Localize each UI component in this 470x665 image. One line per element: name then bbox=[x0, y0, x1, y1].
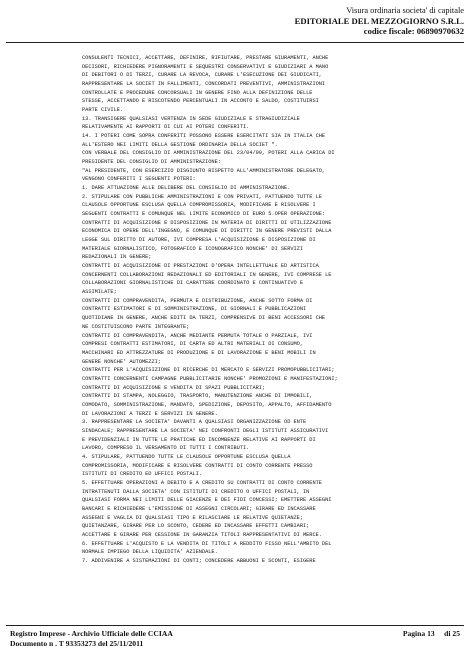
footer-left bbox=[10, 629, 173, 649]
text-line: ECONOMICA DI OPERE DELL'INGEGNO, E COMUNQUE DI DIRITTI IN GENERE PREVISTI DALLA bbox=[82, 228, 332, 235]
text-line: SINDACALE; RAPPRESENTARE LA SOCIETA' NEI CONFRONTI DEGLI ISTITUTI ASSICURATIVI bbox=[82, 427, 329, 434]
text-line: 6. EFFETTUARE L'ACQUISTO E LA VENDITA DI TITOLI A REDDITO FISSO NELL'AMBITO DEL bbox=[82, 540, 332, 547]
page-footer bbox=[6, 629, 464, 659]
text-line: CON VERBALE DEL CONSIGLIO DI AMMINISTRAZIONE DEL 23/04/09, POTERI ALLA CARICA DI bbox=[82, 150, 335, 157]
text-line: CONTRATTI DI COMPRAVENDITA, ANCHE MEDIANTE PERMUTA TOTALE O PARZIALE, IVI bbox=[82, 332, 313, 339]
text-line: CONTROLLATE E PROCEDURE CONCORSUALI IN GENERE FINO ALLA DEFINIZIONE DELLE bbox=[82, 89, 313, 96]
document-body bbox=[82, 54, 462, 620]
text-line: NE COSTITUISCONO PARTE INTEGRANTE; bbox=[82, 323, 190, 330]
text-line: 7. ADDIVENIRE A SISTEMAZIONI DI CONTI; CONCEDERE ABBUONI E SCONTI, ESIGERE bbox=[82, 557, 316, 564]
text-line: COMPRESI CONTRATTI ESTIMATORI, DI CARTA ED ALTRI MATERIALI DI CONSUMO, bbox=[82, 341, 303, 348]
text-line: 13. TRANSIGERE QUALSIASI VERTENZA IN SEDE GIUDIZIALE E STRAGIUDIZIALE bbox=[82, 115, 300, 122]
text-line: INTRATTENUTI DALLA SOCIETA' CON ISTITUTI DI CREDITO O UFFICI POSTALI, IN bbox=[82, 488, 310, 495]
text-line: 4. STIPULARE, PATTUENDO TUTTE LE CLAUSOLE OPPORTUNE ESCLUSA QUELLA bbox=[82, 453, 291, 460]
text-line: CONTRATTI DI ACQUISIZIONE E DISPOSIZIONE IN MATERIA DI DIRITTI DI UTILIZZAZIONE bbox=[82, 219, 332, 226]
page-total: di 25 bbox=[444, 629, 460, 638]
text-line: CONTRATTI PER L'ACQUISIZIONE DI RICERCHE DI MERCATO E SERVIZI PROMOPUBBLICITARI; bbox=[82, 367, 335, 374]
text-line: NORMALE IMPIEGO DELLA LIQUIDITA' AZIENDALE. bbox=[82, 549, 218, 556]
text-line: COMODATO, SOMMINISTRAZIONE, MANDATO, SPEDIZIONE, DEPOSITO, APPALTO, AFFIDAMENTO bbox=[82, 401, 332, 408]
text-line: DECISORI, RICHIEDERE PIGNORAMENTI E SEQUESTRI CONSERVATIVI E GIUDIZIARI A MANO bbox=[82, 63, 329, 70]
text-line: ISTITUTI DI CREDITO ED UFFICI POSTALI. bbox=[82, 471, 202, 478]
text-line: DI LAVORAZIONI A TERZI E SERVIZI IN GENERE. bbox=[82, 410, 218, 417]
text-line: COMPROMISSORIA, MODIFICARE E RISOLVERE CONTRATTI DI CONTO CORRENTE PRESSO bbox=[82, 462, 313, 469]
text-line: 2. STIPULARE CON PUBBLICHE AMMINISTRAZIONI E CON PRIVATI, PATTUENDO TUTTE LE bbox=[82, 193, 322, 200]
text-line: CONTRATTI CONCERNENTI CAMPAGNE PUBBLICITARIE NONCHE' PROMOZIONI E MANIFESTAZIONI; bbox=[82, 375, 338, 382]
company-name: EDITORIALE DEL MEZZOGIORNO S.R.L. bbox=[294, 16, 464, 26]
text-line: E PREVIDENZIALI IN TUTTE LE PRATICHE ED INCOMBENZE RELATIVE AI RAPPORTI DI bbox=[82, 436, 316, 443]
page-header bbox=[164, 6, 464, 36]
registry-label: Registro Imprese - Archivio Ufficiale delle CCIAA bbox=[10, 629, 173, 638]
fiscal-code: codice fiscale: 06890970632 bbox=[363, 26, 464, 36]
text-line: MACCHINARI ED ATTREZZATURE DI PRODUZIONE E DI LAVORAZIONE E BENI MOBILI IN bbox=[82, 349, 316, 356]
text-line: 3. RAPPRESENTARE LA SOCIETA' DAVANTI A QUALSIASI ORGANIZZAZIONE OD ENTE bbox=[82, 419, 307, 426]
text-line: CONTRATTI DI STAMPA, NOLEGGIO, TRASPORTO, MANUTENZIONE ANCHE DI IMMOBILI, bbox=[82, 393, 313, 400]
text-line: LEGGE SUL DIRITTO DI AUTORE, IVI COMPRESA L'ACQUISIZIONE E DISPOSIZIONE DI bbox=[82, 237, 316, 244]
text-line: REDAZIONALI IN GENERE; bbox=[82, 254, 152, 261]
text-line: PRESIDENTE DEL CONSIGLIO DI AMMINISTRAZIONE: bbox=[82, 159, 221, 166]
text-line: QUALSIASI FORMA NEI LIMITI DELLE GIACENZE E DEI FIDI CONCESSI; EMETTERE ASSEGNI bbox=[82, 497, 332, 504]
text-line: "AL PRESIDENTE, CON ESERCIZIO DISGIUNTO RISPETTO ALL'AMMINISTRATORE DELEGATO, bbox=[82, 167, 326, 174]
text-line: STESSE, ACCETTANDO E RISCOTENDO PERCENTUALI IN ACCONTO E SALDO, COSTITUIRSI bbox=[82, 98, 319, 105]
text-line: COLLABORAZIONI GIORNALISTICHE DI CARATTERE COORDINATO E CONTINUATIVO E bbox=[82, 280, 303, 287]
header-divider bbox=[6, 42, 464, 43]
page-number: Pagina 13 bbox=[402, 629, 435, 638]
document-number: Documento n . T 93353273 del 25/11/2011 bbox=[10, 639, 144, 648]
text-line: CONTRATTI ESTIMATORI E DI SOMMINISTRAZIONE, DI GIORNALI E PUBBLICAZIONI bbox=[82, 306, 307, 313]
text-line: LAVORO, COMPRESO IL VERSAMENTO DI TUTTI I CONTRIBUTI. bbox=[82, 445, 250, 452]
text-line: QUOTIDIANE IN GENERE, ANCHE EDITI DA TERZI, COMPRENSIVE DI BENI ACCESSORI CHE bbox=[82, 315, 326, 322]
footer-divider bbox=[6, 625, 464, 626]
text-line: ACCETTARE E GIRARE PER CESSIONE IN GARANZIA TITOLI RAPPRESENTATIVI DI MERCE. bbox=[82, 531, 322, 538]
text-line: QUIETANZARE, GIRARE PER LO SCONTO, CEDERE ED INCASSARE EFFETTI CAMBIARI; bbox=[82, 523, 310, 530]
text-line: CONTRATTI DI COMPRAVENDITA, PERMUTA E DISTRIBUZIONE, ANCHE SOTTO FORMA DI bbox=[82, 297, 313, 304]
text-line: MATERIALE GIORNALISTICO, FOTOGRAFICO E ICONOGRAFICO NONCHE' DI SERVIZI bbox=[82, 245, 303, 252]
text-line: ASSIMILATE; bbox=[82, 289, 117, 296]
text-line: CONTRATTI DI ACQUISIZIONE DI PRESTAZIONI D'OPERA INTELLETTUALE ED ARTISTICA bbox=[82, 263, 319, 270]
text-line: 14. I POTERI COME SOPRA CONFERITI POSSONO ESSERE ESERCITATI SIA IN ITALIA CHE bbox=[82, 133, 326, 140]
text-line: RELATIVAMENTE AI RAPPORTI DI CUI AI POTERI CONFERITI. bbox=[82, 124, 250, 131]
text-line: 1. DARE ATTUAZIONE ALLE DELIBERE DEL CONSIGLIO DI AMMINISTRAZIONE. bbox=[82, 185, 291, 192]
text-line: SEGUENTI CONTRATTI E COMUNQUE NEL LIMITE ECONOMICO DI EURO 5.OPER OPERAZIONE: bbox=[82, 211, 326, 218]
text-line: ALL'ESTERO NEI LIMITI DELLA GESTIONE ORDINARIA DELLA SOCIET ". bbox=[82, 141, 278, 148]
text-line: DI DEBITORI O DI TERZI, CURARE LA REVOCA, CURARE L'ESECUZIONE DEI GIUDICATI, bbox=[82, 72, 322, 79]
text-line: CONSULENTI TECNICI, ACCETTARE, DEFINIRE, RIFIUTARE, PRESTARE GIURAMENTI, ANCHE bbox=[82, 55, 329, 61]
text-line: RAPPRESENTARE LA SOCIET IN FALLIMENTI, CONCORDATI PREVENTIVI, AMMINISTRAZIONI bbox=[82, 81, 326, 88]
text-line: CONTRATTI DI ACQUISIZIONE E VENDITA DI SPAZI PUBBLICITARI; bbox=[82, 384, 266, 391]
text-line: ASSEGNI E VAGLIA DI QUALSIASI TIPO E RILASCIARE LE RELATIVE QUIETANZE; bbox=[82, 514, 303, 521]
text-line: CLAUSOLE OPPORTUNE ESCLUSA QUELLA COMPROMISSORIA, MODIFICARE E RISOLVERE I bbox=[82, 202, 316, 209]
text-line: GENERE NONCHE' AUTOMEZZI; bbox=[82, 358, 161, 365]
document-type: Visura ordinaria societa' di capitale bbox=[346, 6, 464, 15]
text-line: CONCERNENTI COLLABORAZIONI REDAZIONALI ED EDITORIALI IN GENERE, IVI COMPRESE LE bbox=[82, 271, 332, 278]
text-line: PARTE CIVILE. bbox=[82, 107, 124, 114]
text-line: 5. EFFETTUARE OPERAZIONI A DEBITO E A CREDITO SU CONTRATTI DI CONTO CORRENTE bbox=[82, 479, 322, 486]
page-indicator bbox=[403, 629, 460, 639]
text-line: VENGONO CONFERITI I SEGUENTI POTERI: bbox=[82, 176, 196, 183]
text-line: BANCARI E RICHIEDERE L'EMISSIONE DI ASSEGNI CIRCOLARI; GIRARE ED INCASSARE bbox=[82, 505, 316, 512]
footer-right bbox=[403, 629, 460, 639]
